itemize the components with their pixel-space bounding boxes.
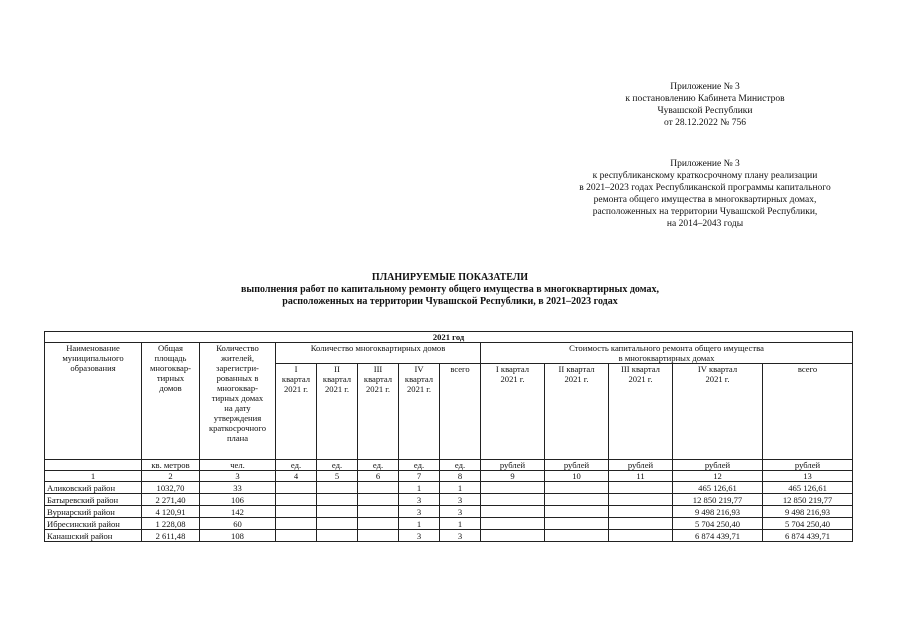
cost-q2-cell (545, 518, 609, 530)
count-total-cell: 3 (440, 494, 481, 506)
municipality-name: Аликовский район (45, 482, 142, 494)
header-cost-total: всего (763, 364, 853, 460)
year-header: 2021 год (45, 332, 853, 343)
header-cost-q2: II квартал 2021 г. (545, 364, 609, 460)
count-q4-cell: 3 (399, 530, 440, 542)
cost-q1-cell (481, 494, 545, 506)
count-q2-cell (317, 482, 358, 494)
table-row (45, 482, 853, 494)
cost-q4-cell: 465 126,61 (673, 482, 763, 494)
cost-q3-cell (609, 530, 673, 542)
residents-cell: 108 (200, 530, 276, 542)
appendix-reference: в 2021–2023 годах Республиканской программы капитального (579, 183, 831, 193)
cost-q1-cell (481, 482, 545, 494)
count-q2-cell (317, 506, 358, 518)
unit-cell: ед. (399, 460, 440, 471)
column-number: 9 (481, 471, 545, 482)
appendix-reference: на 2014–2043 годы (666, 219, 744, 229)
cost-total-cell: 5 704 250,40 (763, 518, 853, 530)
header-count-q4: IV квартал 2021 г. (399, 364, 440, 460)
appendix-reference: расположенных на территории Чувашской Республики, (592, 207, 818, 217)
column-number: 6 (358, 471, 399, 482)
residents-cell: 106 (200, 494, 276, 506)
cost-total-cell: 465 126,61 (763, 482, 853, 494)
cost-q4-cell: 5 704 250,40 (673, 518, 763, 530)
count-q3-cell (358, 494, 399, 506)
unit-cell: рублей (763, 460, 853, 471)
cost-q1-cell (481, 530, 545, 542)
total-area-cell: 1 228,08 (142, 518, 200, 530)
appendix-number: Приложение № 3 (670, 159, 740, 169)
cost-q4-cell: 6 874 439,71 (673, 530, 763, 542)
table-row (45, 506, 853, 518)
count-q3-cell (358, 506, 399, 518)
column-number-row (45, 471, 853, 482)
column-number: 12 (673, 471, 763, 482)
column-number: 2 (142, 471, 200, 482)
unit-cell: рублей (673, 460, 763, 471)
count-q3-cell (358, 530, 399, 542)
column-number: 13 (763, 471, 853, 482)
cost-q4-cell: 9 498 216,93 (673, 506, 763, 518)
column-number: 4 (276, 471, 317, 482)
count-q4-cell: 3 (399, 506, 440, 518)
title-subheading: выполнения работ по капитальному ремонту общего имущества в многоквартирных домах, (241, 284, 659, 295)
table-row (45, 530, 853, 542)
cost-q1-cell (481, 518, 545, 530)
unit-cell (45, 460, 142, 471)
indicators-table (44, 331, 853, 542)
count-q1-cell (276, 506, 317, 518)
header-count-q3: III квартал 2021 г. (358, 364, 399, 460)
appendix-reference: к постановлению Кабинета Министров (625, 94, 785, 104)
count-q3-cell (358, 518, 399, 530)
header-cost-q4: IV квартал 2021 г. (673, 364, 763, 460)
column-number: 10 (545, 471, 609, 482)
cost-q2-cell (545, 530, 609, 542)
appendix-reference: к республиканскому краткосрочному плану реализации (592, 171, 818, 181)
column-number: 11 (609, 471, 673, 482)
municipality-name: Канашский район (45, 530, 142, 542)
header-count-q2: II квартал 2021 г. (317, 364, 358, 460)
column-number: 7 (399, 471, 440, 482)
title-heading: ПЛАНИРУЕМЫЕ ПОКАЗАТЕЛИ (371, 272, 529, 283)
unit-cell: рублей (481, 460, 545, 471)
appendix-reference: ремонта общего имущества в многоквартирных домах, (593, 195, 817, 205)
unit-cell: ед. (440, 460, 481, 471)
cost-q1-cell (481, 506, 545, 518)
cost-q2-cell (545, 506, 609, 518)
document-title (150, 272, 750, 308)
total-area-cell: 2 611,48 (142, 530, 200, 542)
header-cost-q1: I квартал 2021 г. (481, 364, 545, 460)
count-total-cell: 3 (440, 530, 481, 542)
unit-cell: рублей (545, 460, 609, 471)
table-row (45, 518, 853, 530)
cost-q3-cell (609, 506, 673, 518)
count-q4-cell: 1 (399, 518, 440, 530)
appendix-number: Приложение № 3 (670, 82, 740, 92)
header-total-area: Общая площадь многоквар- тирных домов (142, 343, 200, 460)
count-q1-cell (276, 518, 317, 530)
total-area-cell: 4 120,91 (142, 506, 200, 518)
count-total-cell: 3 (440, 506, 481, 518)
cost-q2-cell (545, 482, 609, 494)
count-q1-cell (276, 494, 317, 506)
count-q4-cell: 1 (399, 482, 440, 494)
column-number: 8 (440, 471, 481, 482)
table-row (45, 494, 853, 506)
residents-cell: 142 (200, 506, 276, 518)
municipality-name: Батыревский район (45, 494, 142, 506)
appendix-short-term-plan (540, 158, 870, 230)
header-residents: Количество жителей, зарегистри- рованных в многоквар- тирных домах на дату утверждения краткосрочного плана (200, 343, 276, 460)
cost-q3-cell (609, 518, 673, 530)
count-q2-cell (317, 530, 358, 542)
cost-q2-cell (545, 494, 609, 506)
count-q4-cell: 3 (399, 494, 440, 506)
count-total-cell: 1 (440, 482, 481, 494)
cost-total-cell: 6 874 439,71 (763, 530, 853, 542)
unit-cell: ед. (358, 460, 399, 471)
cost-total-cell: 12 850 219,77 (763, 494, 853, 506)
count-q1-cell (276, 482, 317, 494)
count-q2-cell (317, 494, 358, 506)
header-count-q1: I квартал 2021 г. (276, 364, 317, 460)
total-area-cell: 1032,70 (142, 482, 200, 494)
total-area-cell: 2 271,40 (142, 494, 200, 506)
header-municipality: Наименование муниципального образования (45, 343, 142, 460)
header-building-count: Количество многоквартирных домов (276, 343, 481, 364)
unit-cell: чел. (200, 460, 276, 471)
column-number: 5 (317, 471, 358, 482)
appendix-authority: Чувашской Республики (657, 106, 753, 116)
appendix-government-decree (560, 81, 850, 129)
count-q3-cell (358, 482, 399, 494)
header-count-total: всего (440, 364, 481, 460)
cost-q3-cell (609, 494, 673, 506)
municipality-name: Вурнарский район (45, 506, 142, 518)
cost-q4-cell: 12 850 219,77 (673, 494, 763, 506)
unit-cell: ед. (276, 460, 317, 471)
unit-cell: ед. (317, 460, 358, 471)
unit-cell: кв. метров (142, 460, 200, 471)
column-number: 1 (45, 471, 142, 482)
count-q1-cell (276, 530, 317, 542)
count-total-cell: 1 (440, 518, 481, 530)
title-subheading: расположенных на территории Чувашской Республики, в 2021–2023 годах (282, 296, 618, 307)
cost-q3-cell (609, 482, 673, 494)
header-repair-cost: Стоимость капитального ремонта общего имущества в многоквартирных домах (481, 343, 853, 364)
units-row (45, 460, 853, 471)
appendix-date: от 28.12.2022 № 756 (664, 118, 746, 128)
cost-total-cell: 9 498 216,93 (763, 506, 853, 518)
column-number: 3 (200, 471, 276, 482)
count-q2-cell (317, 518, 358, 530)
residents-cell: 33 (200, 482, 276, 494)
unit-cell: рублей (609, 460, 673, 471)
header-cost-q3: III квартал 2021 г. (609, 364, 673, 460)
residents-cell: 60 (200, 518, 276, 530)
municipality-name: Ибресинский район (45, 518, 142, 530)
